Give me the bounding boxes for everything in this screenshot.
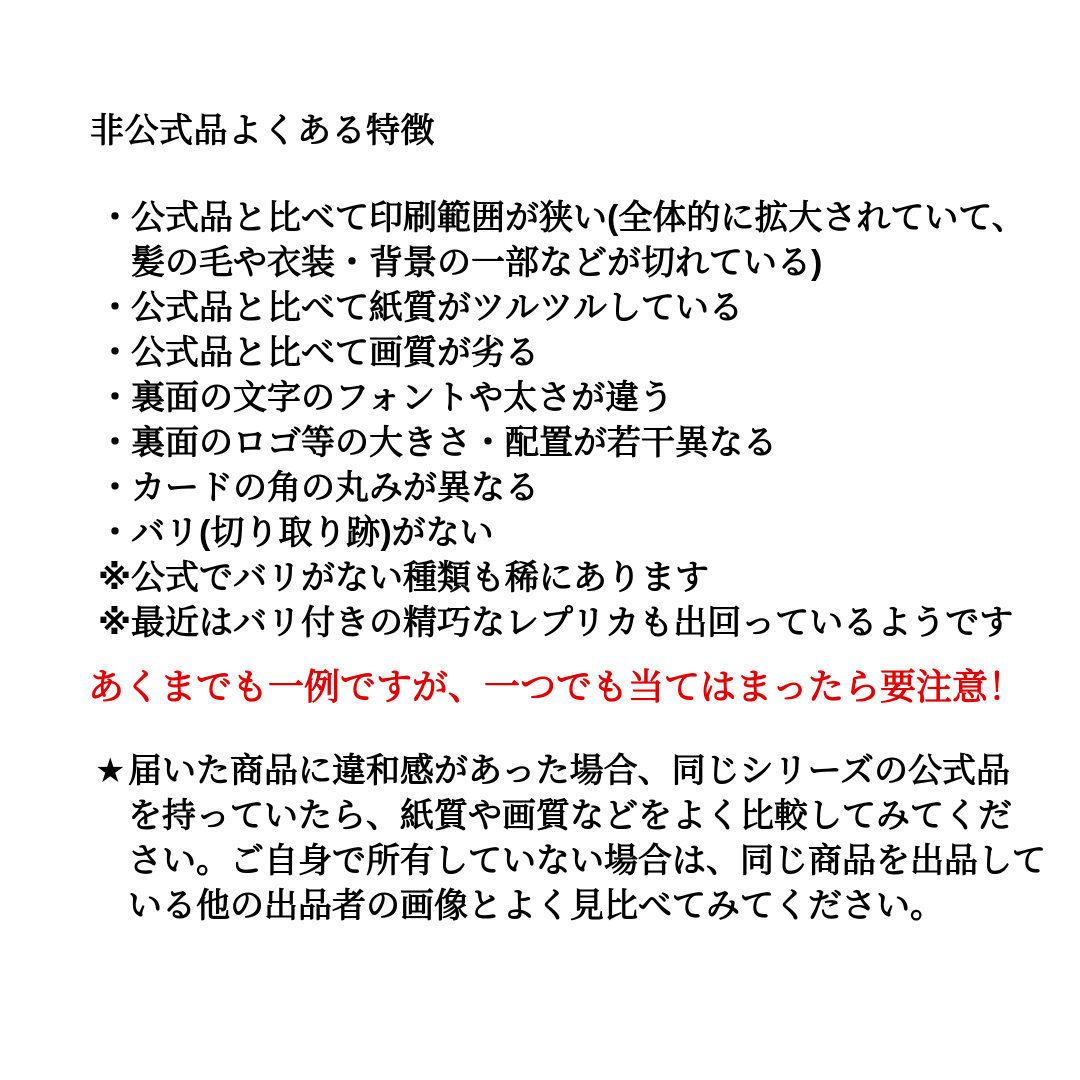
reference-mark-icon: ※ bbox=[98, 559, 132, 597]
advice-paragraph bbox=[95, 749, 1046, 929]
advice-line-text: いる他の出品者の画像とよく見比べてみてください。 bbox=[128, 887, 944, 925]
reference-mark-icon: ※ bbox=[98, 604, 132, 642]
bullet-marker: ・ bbox=[98, 469, 132, 507]
list-item-text: 公式品と比べて印刷範囲が狭い(全体的に拡大されていて、 bbox=[131, 199, 1026, 237]
footnote-text: 公式でバリがない種類も稀にあります bbox=[131, 559, 709, 597]
list-item bbox=[98, 466, 1026, 511]
warning-text: あくまでも一例ですが、一つでも当てはまったら要注意！ bbox=[88, 666, 1025, 707]
footnote-text: 最近はバリ付きの精巧なレプリカも出回っているようです bbox=[131, 604, 1014, 642]
bullet-marker: ・ bbox=[98, 514, 132, 552]
footnote-item bbox=[98, 556, 1026, 601]
list-item-text: バリ(切り取り跡)がない bbox=[131, 514, 494, 552]
advice-line bbox=[95, 839, 1046, 884]
list-item bbox=[98, 376, 1026, 421]
list-item-text: 裏面のロゴ等の大きさ・配置が若干異なる bbox=[131, 424, 777, 462]
bullet-marker: ・ bbox=[98, 289, 132, 327]
footnote-item bbox=[98, 601, 1026, 646]
advice-line-text: を持っていたら、紙質や画質などをよく比較してみてくだ bbox=[128, 797, 1012, 835]
list-item bbox=[98, 421, 1026, 466]
bullet-marker: ・ bbox=[98, 424, 132, 462]
list-item-text: カードの角の丸みが異なる bbox=[131, 469, 539, 507]
list-item-text: 公式品と比べて紙質がツルツルしている bbox=[131, 289, 743, 327]
advice-line-text: さい。ご自身で所有していない場合は、同じ商品を出品して bbox=[128, 842, 1046, 880]
bullet-marker: ・ bbox=[98, 379, 132, 417]
page-title: 非公式品よくある特徴 bbox=[90, 112, 435, 150]
bullet-marker: ・ bbox=[98, 199, 132, 237]
list-item bbox=[98, 196, 1026, 241]
advice-line bbox=[95, 749, 1046, 794]
list-item-text: 公式品と比べて画質が劣る bbox=[131, 334, 539, 372]
list-item-text: 裏面の文字のフォントや太さが違う bbox=[131, 379, 674, 417]
advice-line bbox=[95, 794, 1046, 839]
advice-line-text: 届いた商品に違和感があった場合、同じシリーズの公式品 bbox=[128, 752, 1010, 790]
feature-list bbox=[98, 196, 1026, 646]
list-item bbox=[98, 331, 1026, 376]
list-item bbox=[98, 286, 1026, 331]
star-marker-icon: ★ bbox=[95, 752, 126, 790]
bullet-marker: ・ bbox=[98, 334, 132, 372]
advice-line bbox=[95, 884, 1046, 929]
list-item bbox=[98, 511, 1026, 556]
list-item-text: 髪の毛や衣装・背景の一部などが切れている) bbox=[131, 244, 823, 282]
list-item-continuation bbox=[98, 241, 1026, 286]
